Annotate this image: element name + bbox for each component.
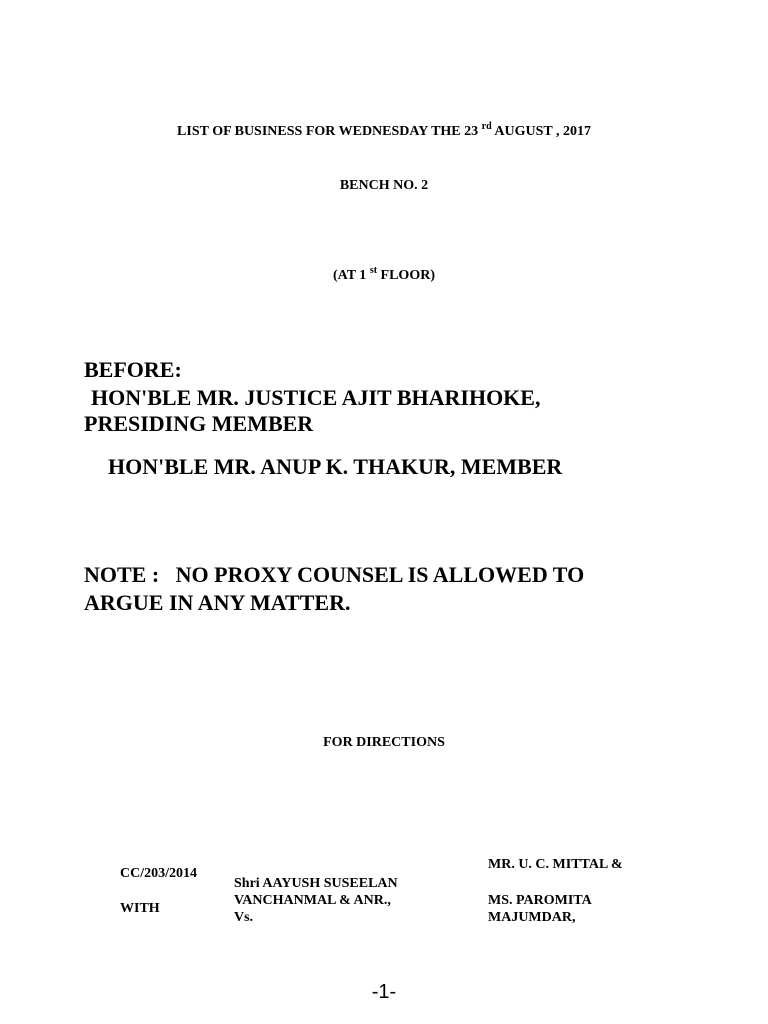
counsel-line-2: MS. PAROMITA <box>488 893 592 908</box>
page-number: -1- <box>371 981 397 1003</box>
list-title <box>0 121 768 140</box>
bench-number: BENCH NO. 2 <box>339 178 429 193</box>
case-with: WITH <box>120 901 160 916</box>
presiding-member-name: HON'BLE MR. JUSTICE AJIT BHARIHOKE, <box>91 385 541 410</box>
list-title-suffix: rd <box>481 121 492 132</box>
note-line-2: ARGUE IN ANY MATTER. <box>84 590 351 615</box>
member-name: HON'BLE MR. ANUP K. THAKUR, MEMBER <box>108 454 563 479</box>
case-number: CC/203/2014 <box>120 866 197 881</box>
floor-suffix: st <box>369 265 378 276</box>
floor-text: (AT 1 <box>332 268 367 283</box>
floor-label: FLOOR) <box>380 268 435 283</box>
counsel-line-3: MAJUMDAR, <box>488 910 576 925</box>
before-label: BEFORE: <box>84 357 182 382</box>
section-heading: FOR DIRECTIONS <box>323 735 445 750</box>
presiding-member-title: PRESIDING MEMBER <box>84 411 314 436</box>
note-line-1: NOTE : NO PROXY COUNSEL IS ALLOWED TO <box>84 562 585 587</box>
party-line-2: VANCHANMAL & ANR., <box>234 893 391 908</box>
list-title-text: LIST OF BUSINESS FOR WEDNESDAY THE 23 <box>177 124 479 139</box>
list-title-date: AUGUST , 2017 <box>494 124 591 139</box>
party-line-3: Vs. <box>234 910 254 925</box>
floor-info <box>0 265 768 284</box>
party-line-1: Shri AAYUSH SUSEELAN <box>234 876 398 891</box>
counsel-line-1: MR. U. C. MITTAL & <box>488 857 623 872</box>
